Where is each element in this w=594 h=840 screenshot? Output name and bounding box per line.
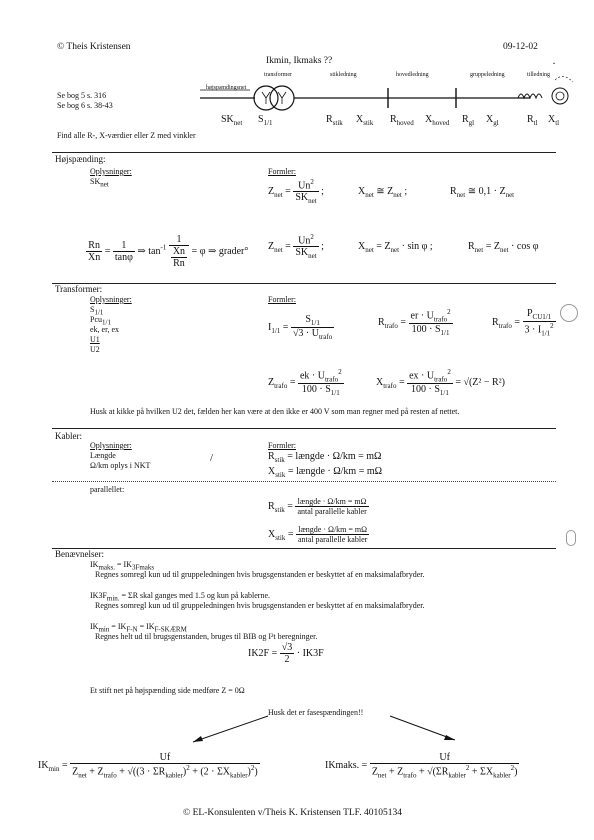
formula-znet-2: $Z_{net}$ = $\frac{Un^2}{SK_{net}}$ ; <box>268 233 324 261</box>
formula-angle: $\frac{Rn}{Xn}$ = $\frac{1}{\tan\varphi}$ ⇒ $\tan^{-1}$ $\frac{1}{\frac{Xn}{Rn}}$ = φ ⇒ grader° <box>88 234 249 269</box>
formula-ik2f: IK2F = $\frac{√3}{2}$ · IK3F <box>248 642 324 665</box>
diag-x-tl: $X_{tl}$ <box>548 114 560 127</box>
formula-rtrafo-1: $R_{trafo}$ = $\frac{er \cdot U_{trafo}^2}{100 \cdot S_{1/1}}$ <box>378 308 451 338</box>
label-tilledning: tilledning <box>527 72 550 78</box>
formula-znet: $Z_{net}$ = $\frac{Un^2}{SK_{net}}$ ; <box>268 178 324 206</box>
page-title: Ikmin, Ikmaks ?? <box>266 56 333 66</box>
formula-ikmaks: IKmaks. = $\frac{Uf}{Z_{net} + Z_{trafo} + √(\Sigma R_{kabler}^2 + \Sigma X_{kabler}^2)}$ <box>325 752 518 780</box>
stift-net-note: Et stift net på højspænding side medføre Z = 0Ω <box>90 686 245 695</box>
pen-tick: / <box>210 452 214 464</box>
formula-xnet: $X_{net}$ ≅ $Z_{net}$ ; <box>358 186 408 199</box>
formula-rtrafo-2: $R_{trafo}$ = $\frac{P_{CU1/1}}{3 \cdot I_{1/1}^2}$ <box>492 308 554 338</box>
diag-r-stik: $R_{stik}$ <box>326 114 343 127</box>
trafo-opl-s11: $S_{1/1}$ <box>90 305 104 317</box>
document-date: 09-12-02 <box>503 42 538 52</box>
trafo-opl-pcu: Pcu$_{1/1}$ <box>90 315 111 327</box>
diag-s11: $S_{1/1}$ <box>258 114 273 127</box>
formula-xstik-par: $X_{stik}$ = $\frac{\text{længde · Ω/km = mΩ}}{\text{antal parallelle kabler}}$ <box>268 525 368 544</box>
ref-line-2: Se bog 6 s. 38-43 <box>57 101 113 110</box>
kabler-opl-ohmkm: Ω/km oplys i NKT <box>90 461 151 470</box>
intro-text: Find alle R-, X-værdier eller Z med vinkler <box>57 131 196 140</box>
scan-dot: · <box>552 56 556 70</box>
label-transformer: transformer <box>264 72 292 78</box>
hoj-opl-sknet: $SK_{net}$ <box>90 177 109 189</box>
diag-r-tl: $R_{tl}$ <box>527 114 538 127</box>
diag-sk-net: $SK_{net}$ <box>221 114 243 127</box>
formula-rnet: $R_{net}$ ≅ $0,1 \cdot Z_{net}$ <box>450 186 515 199</box>
trafo-opl-u1: U1 <box>90 335 100 344</box>
formula-xstik: $X_{stik}$ = længde · Ω/km = mΩ <box>268 466 383 479</box>
formula-rstik-par: $R_{stik}$ = $\frac{\text{længde · Ω/km = mΩ}}{\text{antal parallelle kabler}}$ <box>268 497 367 516</box>
formula-rnet-cos: $R_{net} = Z_{net} \cdot \cos \varphi$ <box>468 241 539 254</box>
trafo-note: Husk at kikke på hvilken U2 det, fælden her kan være at den ikke er 400 V som man regner med på resten af nettet. <box>90 407 460 416</box>
formula-ztrafo: $Z_{trafo}$ = $\frac{ek \cdot U_{trafo}^2}{100 \cdot S_{1/1}}$ <box>268 368 342 398</box>
diag-r-gl: $R_{gl}$ <box>462 114 475 127</box>
ref-line-1: Se bog 5 s. 316 <box>57 91 107 100</box>
trafo-form-title: Formler: <box>268 295 296 304</box>
kabler-parallel-title: parallellet: <box>90 485 125 494</box>
ikmaks-note: Regnes somregl kun ud til gruppeledningen hvis brugsgenstanden er beskyttet af en maksimalafbryder. <box>95 570 425 579</box>
scan-mark-1 <box>560 304 578 322</box>
kabler-opl-title: Oplysninger: <box>90 441 132 450</box>
diag-x-gl: $X_{gl}$ <box>486 114 499 127</box>
label-hojspaendingsnet: højspændingsnet <box>206 85 247 91</box>
formula-xtrafo: $X_{trafo}$ = $\frac{ex \cdot U_{trafo}^2}{100 \cdot S_{1/1}}$ = √(Z² − R²) <box>376 368 506 398</box>
ik3f-def: $IK3F_{min.} = \Sigma R$ skal ganges med 1.5 og kun på kablerne. <box>90 591 270 603</box>
benaev-title: Benævnelser: <box>55 549 104 559</box>
ikmin-def: $IK_{min} = IK_{F-N} = IK_{F-SKÆRM}$ <box>90 622 187 634</box>
scan-mark-2 <box>566 530 576 546</box>
husk-fase: Husk det er fasespændingen!! <box>268 708 364 717</box>
label-stikledning: stikledning <box>330 72 357 78</box>
formula-i11: $I_{1/1}$ = $\frac{S_{1/1}}{√3 \cdot U_{trafo}}$ <box>268 314 333 341</box>
trafo-opl-title: Oplysninger: <box>90 295 132 304</box>
copyright: © Theis Kristensen <box>57 42 131 52</box>
label-gruppeledning: gruppeledning <box>470 72 505 78</box>
trafo-opl-ek: ek, er, ex <box>90 325 119 334</box>
ikmin-note: Regnes helt ud til brugsgenstanden, bruges til BIB og I²t beregninger. <box>95 632 318 641</box>
formula-ikmin: $IK_{min}$ = $\frac{Uf}{Z_{net} + Z_{trafo} + √((3 \cdot \Sigma R_{kabler})^2 + (2 \cdot \Sigma X_{kabler})^2)}$ <box>38 752 258 780</box>
formula-rstik: $R_{stik}$ = længde · Ω/km = mΩ <box>268 451 382 464</box>
ikmaks-def: $IK_{maks.} = IK_{3Fmaks}$ <box>90 560 155 572</box>
label-hovedledning: hovedledning <box>396 72 429 78</box>
trafo-title: Transformer: <box>55 284 103 294</box>
hoj-title: Højspænding: <box>55 154 106 164</box>
kabler-form-title: Formler: <box>268 441 296 450</box>
kabler-opl-laengde: Længde <box>90 451 116 460</box>
hoj-form-title: Formler: <box>268 167 296 176</box>
ik3f-note: Regnes somregl kun ud til gruppeledningen hvis brugsgenstanden er beskyttet af en maksimalafbryder. <box>95 601 425 610</box>
kabler-title: Kabler: <box>55 431 82 441</box>
diag-x-hoved: $X_{hoved}$ <box>425 114 450 127</box>
formula-xnet-sin: $X_{net} = Z_{net} \cdot \sin \varphi$ ; <box>358 241 433 254</box>
diag-r-hoved: $R_{hoved}$ <box>390 114 414 127</box>
trafo-opl-u2: U2 <box>90 345 100 354</box>
diag-x-stik: $X_{stik}$ <box>356 114 374 127</box>
footer: © EL-Konsulenten v/Theis K. Kristensen TLF. 40105134 <box>183 808 402 818</box>
hoj-opl-title: Oplysninger: <box>90 167 132 176</box>
